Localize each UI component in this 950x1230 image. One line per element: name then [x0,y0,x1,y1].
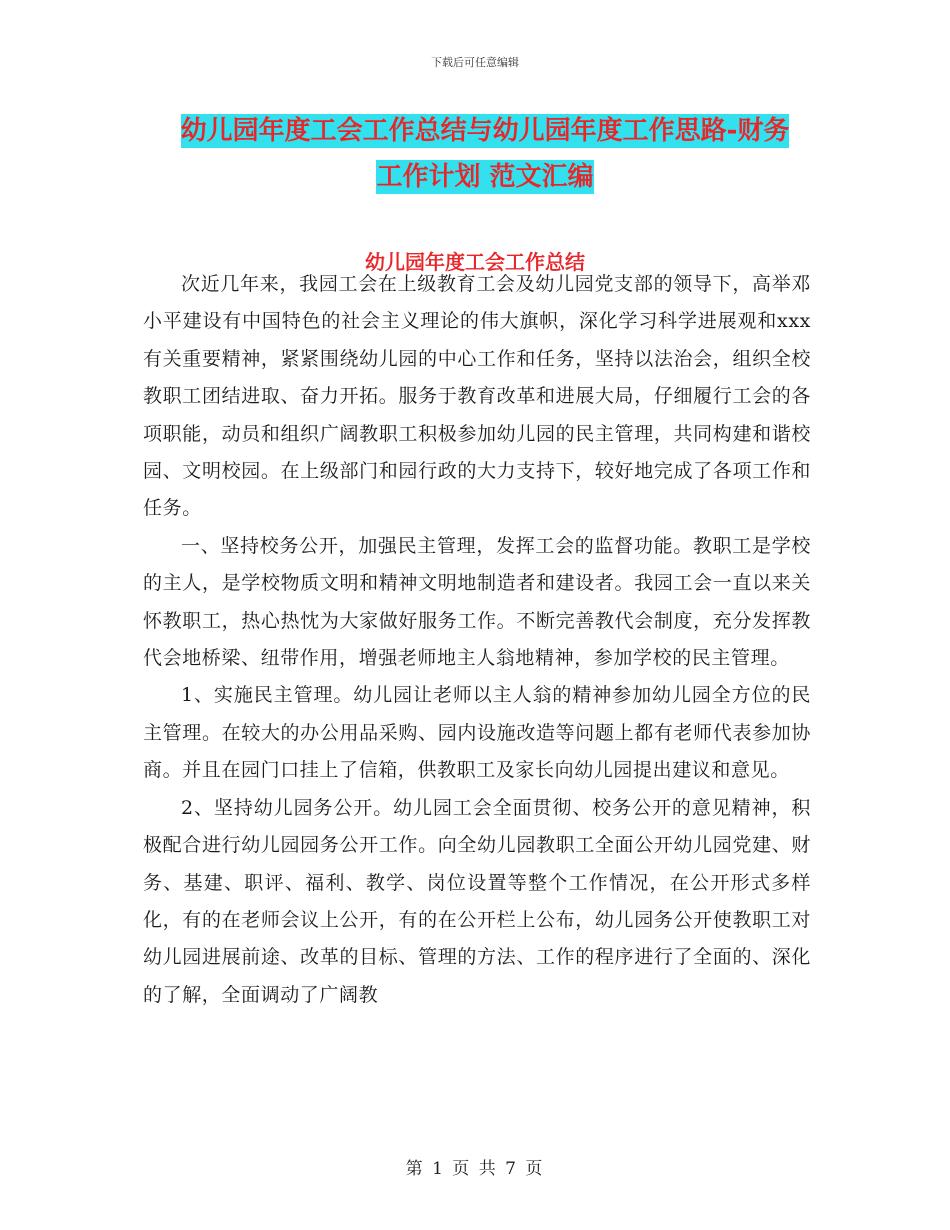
document-body [143,266,811,1014]
document-title [140,108,830,200]
paragraph-item-2: 2、坚持幼儿园务公开。幼儿园工会全面贯彻、校务公开的意见精神，积极配合进行幼儿园园务公开工作。向全幼儿园教职工全面公开幼儿园党建、财务、基建、职评、福利、教学、岗位设置等整个工作情况，在公开形式多样化，有的在老师会议上公开，有的在公开栏上公布，幼儿园务公开使教职工对幼儿园进展前途、改革的目标、管理的方法、工作的程序进行了全面的、深化的了解，全面调动了广阔教 [143,796,811,1006]
paragraph-item-1: 1、实施民主管理。幼儿园让老师以主人翁的精神参加幼儿园全方位的民主管理。在较大的办公用品采购、园内设施改造等问题上都有老师代表参加协商。并且在园门口挂上了信箱，供教职工及家长向幼儿园提出建议和意见。 [143,684,811,782]
section-title: 幼儿园年度工会工作总结 [365,250,585,274]
page-number-footer: 第 1 页 共 7 页 [405,1159,545,1179]
document-title-line-2: 工作计划 范文汇编 [376,162,594,192]
document-title-line-1: 幼儿园年度工会工作总结与幼儿园年度工作思路-财务 [180,116,790,146]
header-note: 下载后可任意编辑 [431,56,519,69]
paragraph-intro: 次近几年来，我园工会在上级教育工会及幼儿园党支部的领导下，高举邓小平建设有中国特色的社会主义理论的伟大旗帜，深化学习科学进展观和xxx有关重要精神，紧紧围绕幼儿园的中心工作和任务，坚持以法治会，组织全校教职工团结进取、奋力开拓。服务于教育改革和进展大局，仔细履行工会的各项职能，动员和组织广阔教职工积极参加幼儿园的民主管理，共同构建和谐校园、文明校园。在上级部门和园行政的大力支持下，较好地完成了各项工作和任务。 [143,273,811,520]
paragraph-section-1: 一、坚持校务公开，加强民主管理，发挥工会的监督功能。教职工是学校的主人，是学校物质文明和精神文明地制造者和建设者。我园工会一直以来关怀教职工，热心热忱为大家做好服务工作。不断完善教代会制度，充分发挥教代会地桥梁、纽带作用，增强老师地主人翁地精神，参加学校的民主管理。 [143,534,811,670]
